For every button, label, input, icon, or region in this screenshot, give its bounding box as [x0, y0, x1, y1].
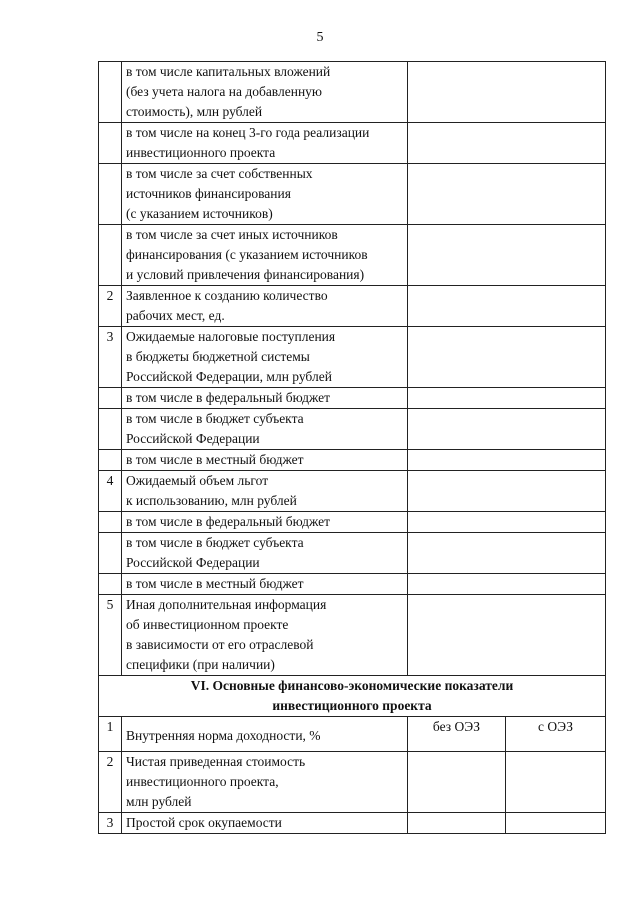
row-number: 3 — [99, 327, 122, 388]
description-line: Заявленное к созданию количество — [126, 288, 328, 303]
value-cell[interactable] — [408, 409, 606, 450]
description-line: Ожидаемые налоговые поступления — [126, 329, 336, 344]
row-number: 4 — [99, 471, 122, 512]
value-cell[interactable] — [408, 286, 606, 327]
value-without-sez[interactable]: без ОЭЗ — [408, 717, 506, 752]
row-number: 3 — [99, 813, 122, 834]
description-line: в том числе в местный бюджет — [126, 452, 304, 467]
table-row — [99, 471, 606, 512]
value-cell[interactable] — [408, 225, 606, 286]
table-row — [99, 225, 606, 286]
description-line: Внутренняя норма доходности, % — [126, 728, 321, 743]
value-cell[interactable] — [408, 533, 606, 574]
row-description — [122, 471, 408, 512]
description-line: финансирования (с указанием источников — [126, 247, 368, 262]
row-number — [99, 533, 122, 574]
row-description — [122, 595, 408, 676]
description-line: Российской Федерации — [126, 555, 260, 570]
table-row — [99, 286, 606, 327]
description-line: в том числе за счет собственных — [126, 166, 313, 181]
row-number: 2 — [99, 752, 122, 813]
description-line: Российской Федерации, млн рублей — [126, 369, 332, 384]
value-cell[interactable] — [408, 388, 606, 409]
row-number: 5 — [99, 595, 122, 676]
row-number — [99, 164, 122, 225]
row-description — [122, 813, 408, 834]
row-number: 2 — [99, 286, 122, 327]
row-number: 1 — [99, 717, 122, 752]
description-line: (без учета налога на добавленную — [126, 84, 323, 99]
row-description — [122, 286, 408, 327]
description-line: специфики (при наличии) — [126, 657, 275, 672]
table-row — [99, 62, 606, 123]
description-line: источников финансирования — [126, 186, 291, 201]
row-description — [122, 574, 408, 595]
row-description — [122, 450, 408, 471]
table-row — [99, 123, 606, 164]
row-description — [122, 752, 408, 813]
row-description — [122, 164, 408, 225]
row-description — [122, 512, 408, 533]
description-line: Ожидаемый объем льгот — [126, 473, 269, 488]
description-line: (с указанием источников) — [126, 206, 273, 221]
row-description — [122, 327, 408, 388]
row-description — [122, 409, 408, 450]
description-line: к использованию, млн рублей — [126, 493, 297, 508]
description-line: в том числе в местный бюджет — [126, 576, 304, 591]
value-with-sez[interactable] — [506, 752, 606, 813]
row-description — [122, 225, 408, 286]
description-line: в том числе в бюджет субъекта — [126, 411, 304, 426]
table-row — [99, 752, 606, 813]
table-row — [99, 512, 606, 533]
indicators-table-body — [99, 62, 606, 834]
row-number — [99, 62, 122, 123]
table-row — [99, 533, 606, 574]
row-number — [99, 388, 122, 409]
value-without-sez[interactable] — [408, 813, 506, 834]
table-row — [99, 717, 606, 752]
row-description — [122, 717, 408, 752]
table-row — [99, 813, 606, 834]
value-with-sez[interactable] — [506, 813, 606, 834]
description-line: в том числе в федеральный бюджет — [126, 514, 330, 529]
row-number — [99, 574, 122, 595]
description-line: стоимость), млн рублей — [126, 104, 263, 119]
table-row — [99, 164, 606, 225]
row-description — [122, 533, 408, 574]
indicators-table — [98, 61, 606, 834]
description-line: об инвестиционном проекте — [126, 617, 289, 632]
value-cell[interactable] — [408, 62, 606, 123]
value-cell[interactable] — [408, 327, 606, 388]
description-line: Иная дополнительная информация — [126, 597, 327, 612]
section-header-row — [99, 676, 606, 717]
row-description — [122, 123, 408, 164]
value-cell[interactable] — [408, 512, 606, 533]
row-number — [99, 512, 122, 533]
description-line: млн рублей — [126, 794, 192, 809]
value-cell[interactable] — [408, 574, 606, 595]
description-line: в том числе в федеральный бюджет — [126, 390, 330, 405]
description-line: Чистая приведенная стоимость — [126, 754, 306, 769]
description-line: рабочих мест, ед. — [126, 308, 225, 323]
table-row — [99, 327, 606, 388]
value-cell[interactable] — [408, 450, 606, 471]
value-without-sez[interactable] — [408, 752, 506, 813]
row-description — [122, 62, 408, 123]
description-line: в зависимости от его отраслевой — [126, 637, 314, 652]
table-row — [99, 388, 606, 409]
description-line: инвестиционного проекта, — [126, 774, 279, 789]
section-title-line: инвестиционного проекта — [272, 698, 432, 713]
row-description — [122, 388, 408, 409]
description-line: Простой срок окупаемости — [126, 815, 282, 830]
description-line: в том числе на конец 3-го года реализации — [126, 125, 370, 140]
description-line: в том числе за счет иных источников — [126, 227, 338, 242]
description-line: в том числе в бюджет субъекта — [126, 535, 304, 550]
value-with-sez[interactable]: с ОЭЗ — [506, 717, 606, 752]
description-line: в том числе капитальных вложений — [126, 64, 331, 79]
value-cell[interactable] — [408, 123, 606, 164]
description-line: и условий привлечения финансирования) — [126, 267, 365, 282]
row-number — [99, 450, 122, 471]
row-number — [99, 123, 122, 164]
description-line: инвестиционного проекта — [126, 145, 276, 160]
table-row — [99, 450, 606, 471]
value-cell[interactable] — [408, 595, 606, 676]
section-title — [99, 676, 606, 717]
value-cell[interactable] — [408, 471, 606, 512]
row-number — [99, 409, 122, 450]
section-title-line: VI. Основные финансово-экономические показатели — [190, 678, 514, 693]
table-row — [99, 409, 606, 450]
row-number — [99, 225, 122, 286]
table-row — [99, 574, 606, 595]
description-line: в бюджеты бюджетной системы — [126, 349, 310, 364]
table-row — [99, 595, 606, 676]
value-cell[interactable] — [408, 164, 606, 225]
page-number: 5 — [316, 30, 324, 45]
description-line: Российской Федерации — [126, 431, 260, 446]
